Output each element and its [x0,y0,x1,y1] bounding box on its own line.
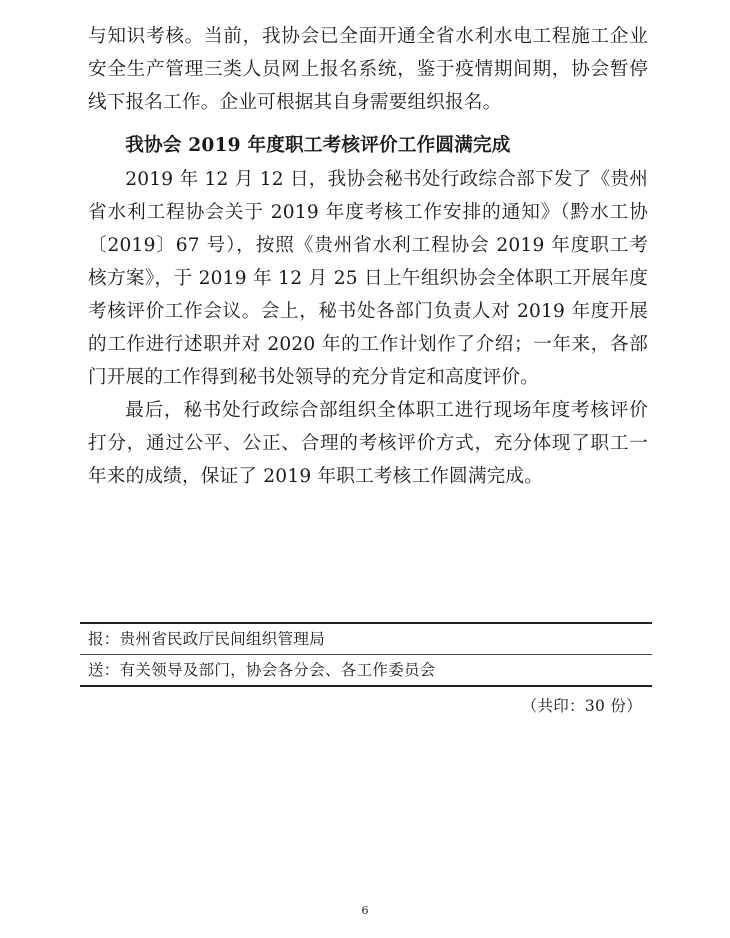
section-title: 我协会 2019 年度职工考核评价工作圆满完成 [125,135,511,156]
page-number: 6 [361,904,369,917]
distribution-footer [80,622,652,687]
document-body [88,20,648,493]
body-paragraph-continued: 与知识考核。当前，我协会已全面开通全省水利水电工程施工企业安全生产管理三类人员网上报名系统，鉴于疫情期间期，协会暂停线下报名工作。企业可根据其自身需要组织报名。 [88,26,648,113]
print-copies-note: （共印：30 份） [521,697,642,715]
report-to-line: 报：贵州省民政厅民间组织管理局 [88,630,326,648]
section-paragraph-1: 2019 年 12 月 12 日，我协会秘书处行政综合部下发了《贵州省水利工程协会关于 2019 年度考核工作安排的通知》（黔水工协〔2019〕67 号），按照《贵州省水利工程协会 2019 年度职工考核方案》，于 2019 年 12 月 25 日上午组织协会全体职工开展年度考核评价工作会议。会上，秘书处各部门负责人对 2019 年度开展的工作进行述职并对 2020 年的工作计划作了介绍；一年来，各部门开展的工作得到秘书处领导的充分肯定和高度评价。 [88,169,648,388]
section-paragraph-2: 最后，秘书处行政综合部组织全体职工进行现场年度考核评价打分，通过公平、公正、合理的考核评价方式，充分体现了职工一年来的成绩，保证了 2019 年职工考核工作圆满完成。 [88,400,648,487]
bottom-divider [80,685,652,687]
send-to-line: 送：有关领导及部门，协会各分会、各工作委员会 [88,661,436,679]
